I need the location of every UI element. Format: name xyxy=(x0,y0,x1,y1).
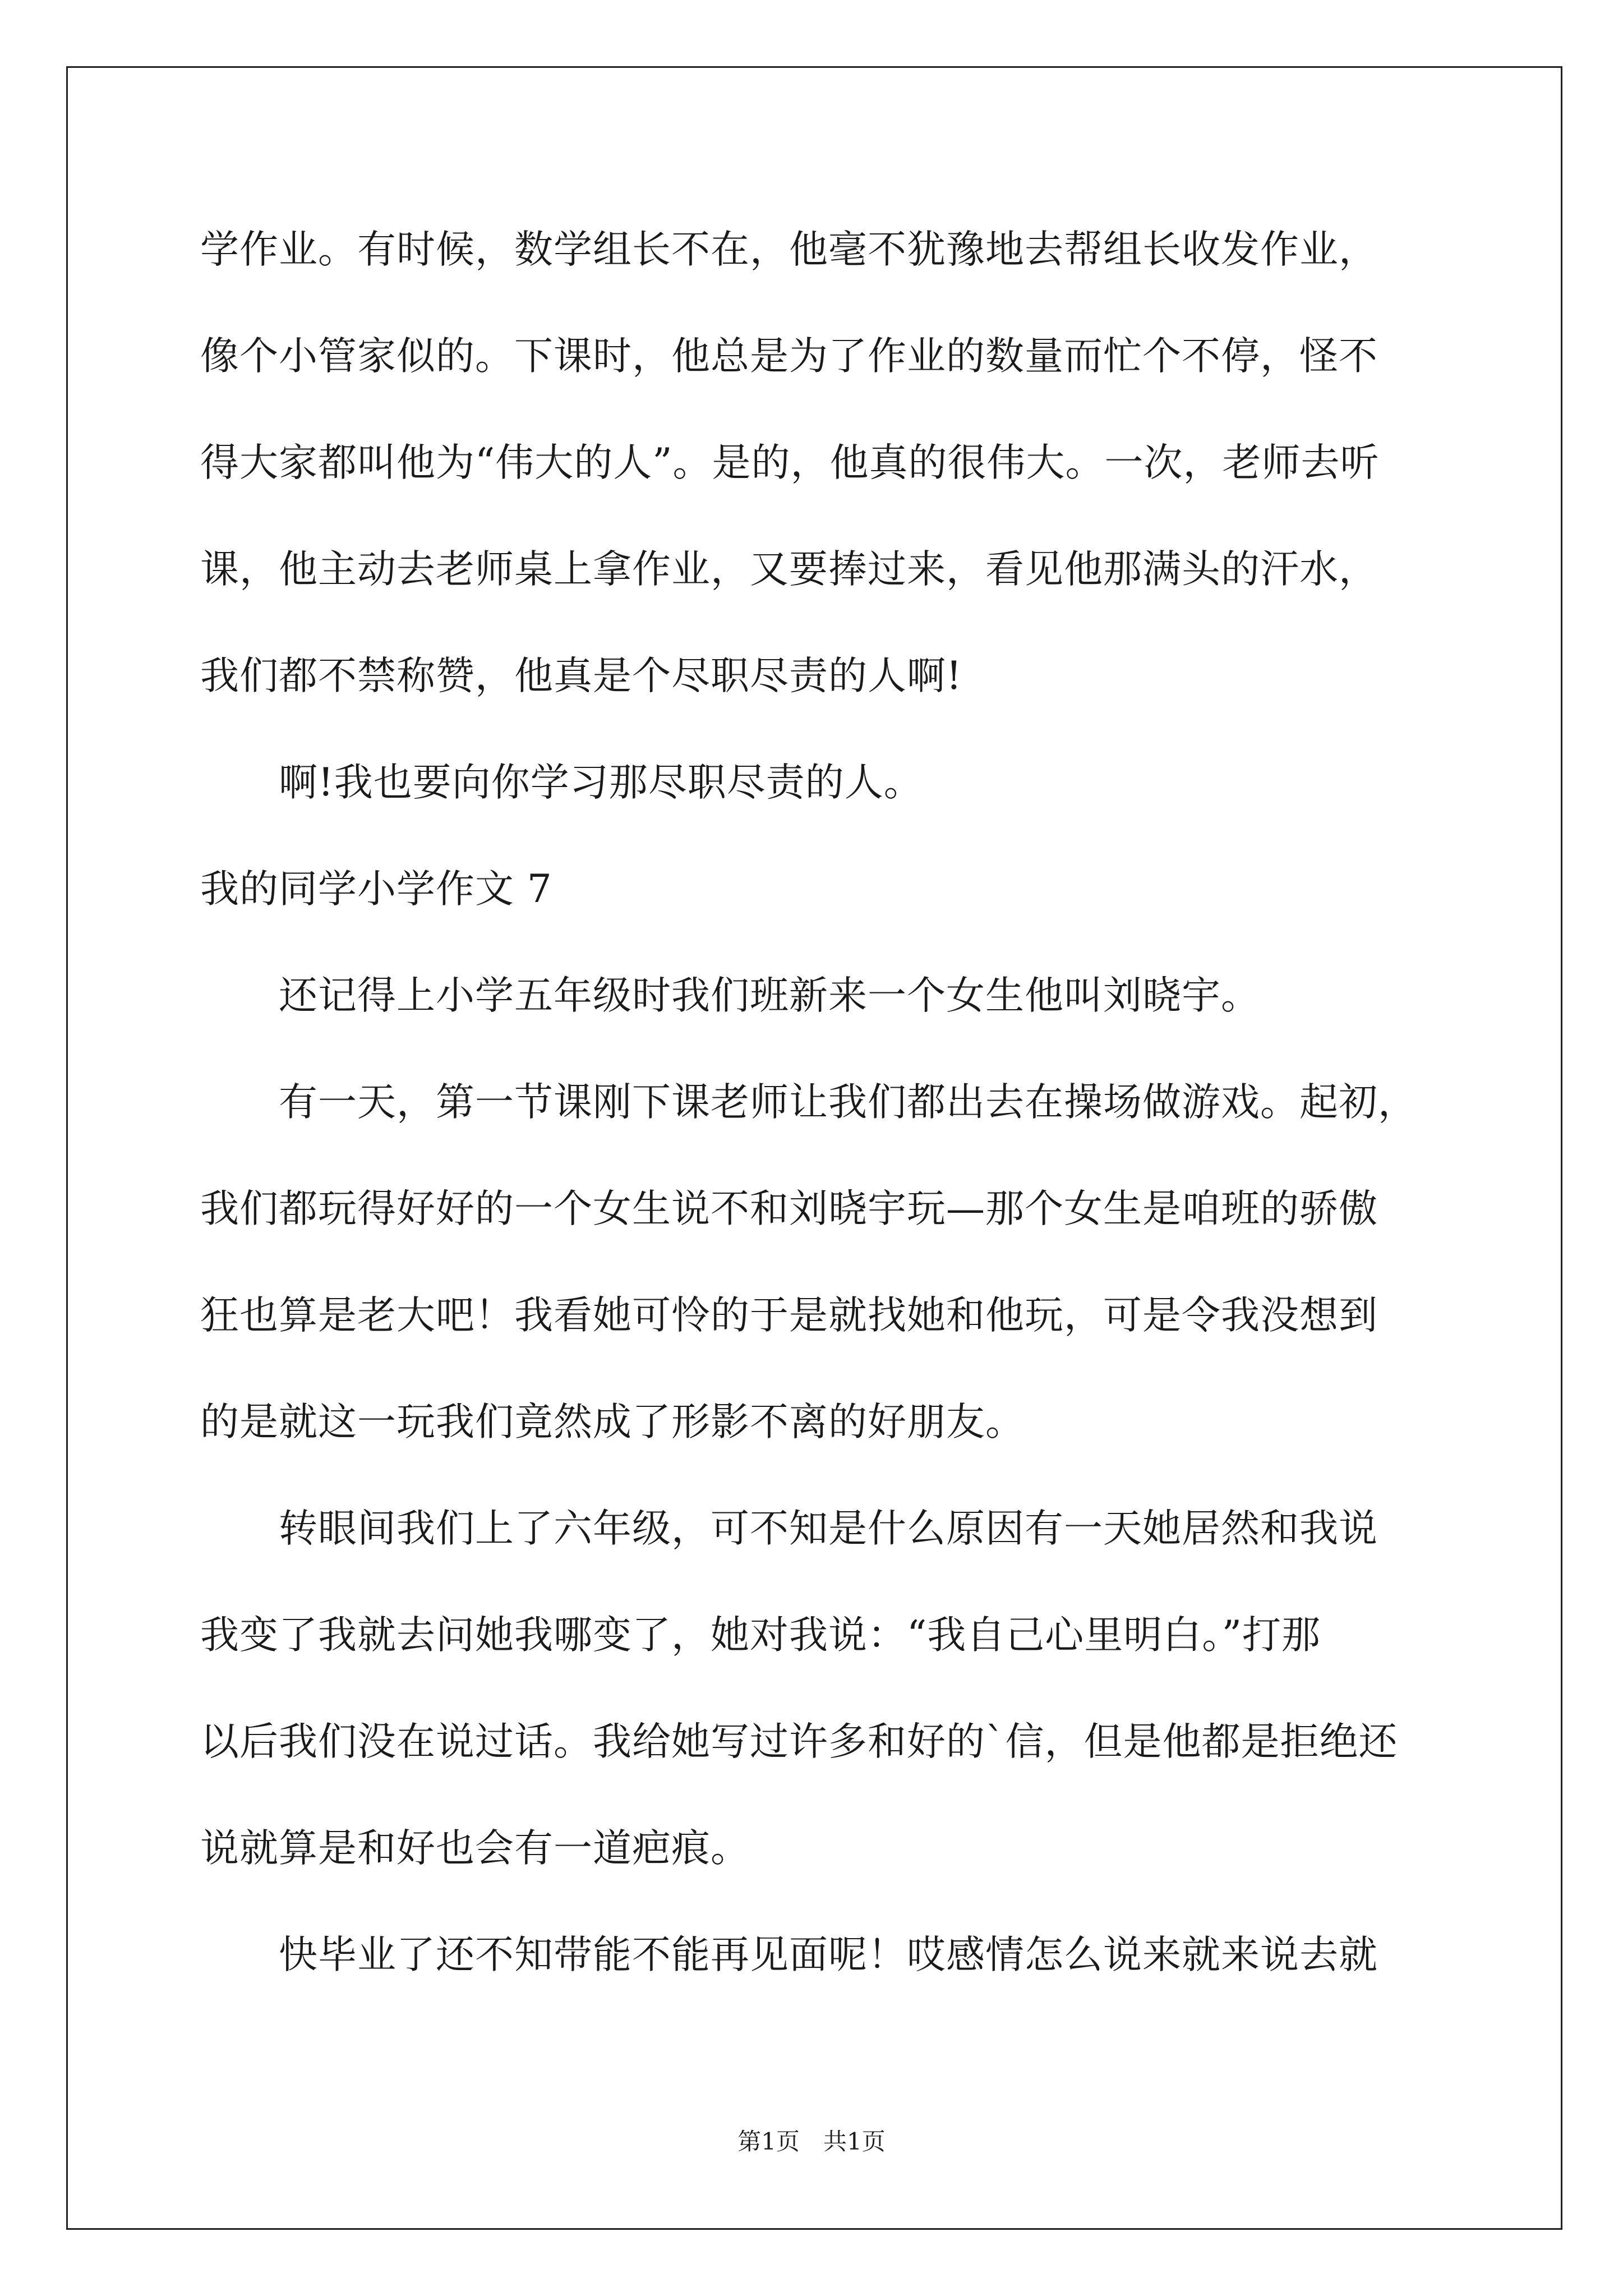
text-line: 还记得上小学五年级时我们班新来一个女生他叫刘晓宇。 xyxy=(200,973,1260,1018)
text-line: 转眼间我们上了六年级，可不知是什么原因有一天她居然和我说 xyxy=(200,1506,1378,1551)
text-line: 的是就这一玩我们竟然成了形影不离的好朋友。 xyxy=(200,1400,1025,1444)
text-line: 说就算是和好也会有一道疤痕。 xyxy=(200,1826,750,1871)
text-line: 有一天，第一节课刚下课老师让我们都出去在操场做游戏。起初， xyxy=(200,1080,1417,1125)
text-line: 课，他主动去老师桌上拿作业，又要捧过来，看见他那满头的汗水， xyxy=(200,547,1378,592)
text-line: 快毕业了还不知带能不能再见面呢！哎感情怎么说来就来说去就 xyxy=(200,1932,1378,1977)
text-line: 我变了我就去问她我哪变了，她对我说：“我自己心里明白。”打那 xyxy=(200,1613,1321,1658)
text-line: 我们都不禁称赞，他真是个尽职尽责的人啊! xyxy=(200,654,962,698)
section-heading: 我的同学小学作文 7 xyxy=(200,867,552,912)
text-line: 我们都玩得好好的一个女生说不和刘晓宇玩—那个女生是咱班的骄傲 xyxy=(200,1186,1378,1231)
page-number-footer: 第1页 共1页 xyxy=(737,2128,886,2155)
text-line: 学作业。有时候，数学组长不在，他毫不犹豫地去帮组长收发作业， xyxy=(200,227,1378,272)
text-line: 像个小管家似的。下课时，他总是为了作业的数量而忙个不停，怪不 xyxy=(200,334,1378,379)
text-line: 啊!我也要向你学习那尽职尽责的人。 xyxy=(200,760,923,805)
text-line: 得大家都叫他为“伟大的人”。是的，他真的很伟大。一次，老师去听 xyxy=(200,440,1380,485)
page-border xyxy=(66,66,1562,2230)
text-line: 以后我们没在说过话。我给她写过许多和好的`信，但是他都是拒绝还 xyxy=(200,1719,1398,1764)
text-line: 狂也算是老大吧！我看她可怜的于是就找她和他玩，可是令我没想到 xyxy=(200,1293,1378,1338)
